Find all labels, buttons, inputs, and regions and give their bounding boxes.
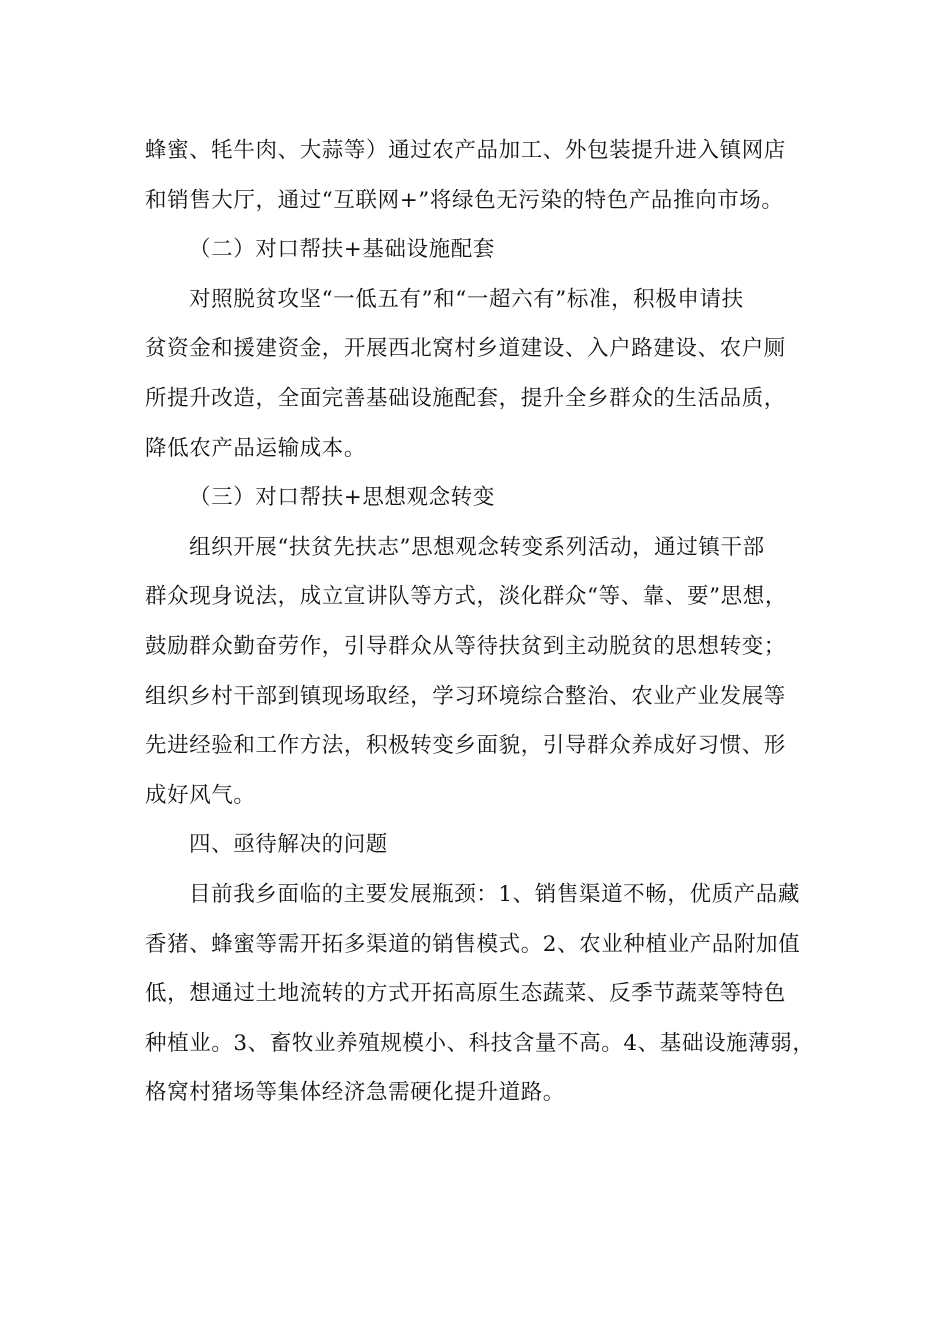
paragraph-line: 成好风气。 <box>145 782 256 808</box>
paragraph-line: 低，想通过土地流转的方式开拓高原生态蔬菜、反季节蔬菜等特色 <box>145 981 786 1007</box>
paragraph-line: 种植业。3、畜牧业养殖规模小、科技含量不高。4、基础设施薄弱， <box>145 1030 815 1056</box>
paragraph-line: 群众现身说法，成立宣讲队等方式，淡化群众“等、靠、要”思想， <box>145 584 787 610</box>
paragraph-line: 组织乡村干部到镇现场取经，学习环境综合整治、农业产业发展等 <box>145 683 786 709</box>
paragraph-line: 目前我乡面临的主要发展瓶颈：1、销售渠道不畅，优质产品藏 <box>189 881 800 907</box>
paragraph-line: 香猪、蜂蜜等需开拓多渠道的销售模式。2、农业种植业产品附加值 <box>145 931 801 957</box>
paragraph-line: 对照脱贫攻坚“一低五有”和“一超六有”标准，积极申请扶 <box>189 286 744 312</box>
section-heading: （三）对口帮扶+思想观念转变 <box>189 485 495 511</box>
paragraph-line: 所提升改造，全面完善基础设施配套，提升全乡群众的生活品质， <box>145 385 786 411</box>
section-heading: （二）对口帮扶+基础设施配套 <box>189 237 495 263</box>
paragraph-line: 先进经验和工作方法，积极转变乡面貌，引导群众养成好习惯、形 <box>145 733 786 759</box>
paragraph-line: 组织开展“扶贫先扶志”思想观念转变系列活动，通过镇干部 <box>189 534 765 560</box>
paragraph-line: 降低农产品运输成本。 <box>145 435 367 461</box>
paragraph-line: 格窝村猪场等集体经济急需硬化提升道路。 <box>145 1080 565 1106</box>
paragraph-line: 鼓励群众勤奋劳作，引导群众从等待扶贫到主动脱贫的思想转变； <box>145 633 786 659</box>
paragraph-line: 贫资金和援建资金，开展西北窝村乡道建设、入户路建设、农户厕 <box>145 336 786 362</box>
paragraph-line: 和销售大厅，通过“互联网+”将绿色无污染的特色产品推向市场。 <box>145 187 784 213</box>
section-heading: 四、亟待解决的问题 <box>189 832 388 858</box>
paragraph-line: 蜂蜜、牦牛肉、大蒜等）通过农产品加工、外包装提升进入镇网店 <box>145 138 786 163</box>
document-body <box>145 126 815 1118</box>
